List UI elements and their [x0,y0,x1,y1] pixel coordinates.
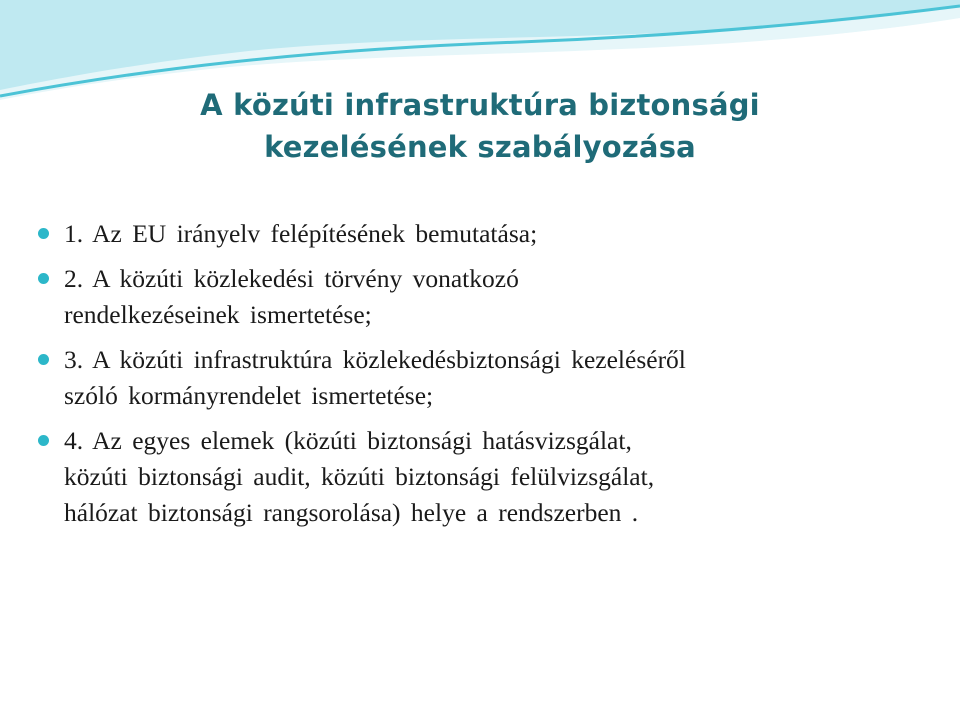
bullet-text-line: rendelkezéseinek ismertetése; [64,300,372,329]
bullet-dot-icon [38,354,49,365]
bullet-dot-icon [38,273,49,284]
bullet-dot-icon [38,435,49,446]
bullet-text-line: szóló kormányrendelet ismertetése; [64,381,434,410]
slide-title [60,84,900,168]
bullet-text-line: 3. A közúti infrastruktúra közlekedésbiztonsági kezeléséről [64,345,686,374]
bullet-item [38,423,948,531]
slide-title-line: kezelésének szabályozása [264,130,696,165]
slide-title-line: A közúti infrastruktúra biztonsági [200,88,760,122]
bullet-text-line: közúti biztonsági audit, közúti biztonsági felülvizsgálat, [64,462,655,491]
bullet-item [38,216,948,252]
bullet-dot-icon [38,228,49,239]
bullet-list [38,216,948,540]
bullet-text-line: 1. Az EU irányelv felépítésének bemutatása; [64,219,538,248]
bullet-text-line: 4. Az egyes elemek (közúti biztonsági hatásvizsgálat, [64,426,632,455]
bullet-item [38,342,948,414]
bullet-item [38,261,948,333]
bullet-text-line: 2. A közúti közlekedési törvény vonatkozó [64,264,519,293]
bullet-text-line: hálózat biztonsági rangsorolása) helye a rendszerben . [64,498,639,527]
